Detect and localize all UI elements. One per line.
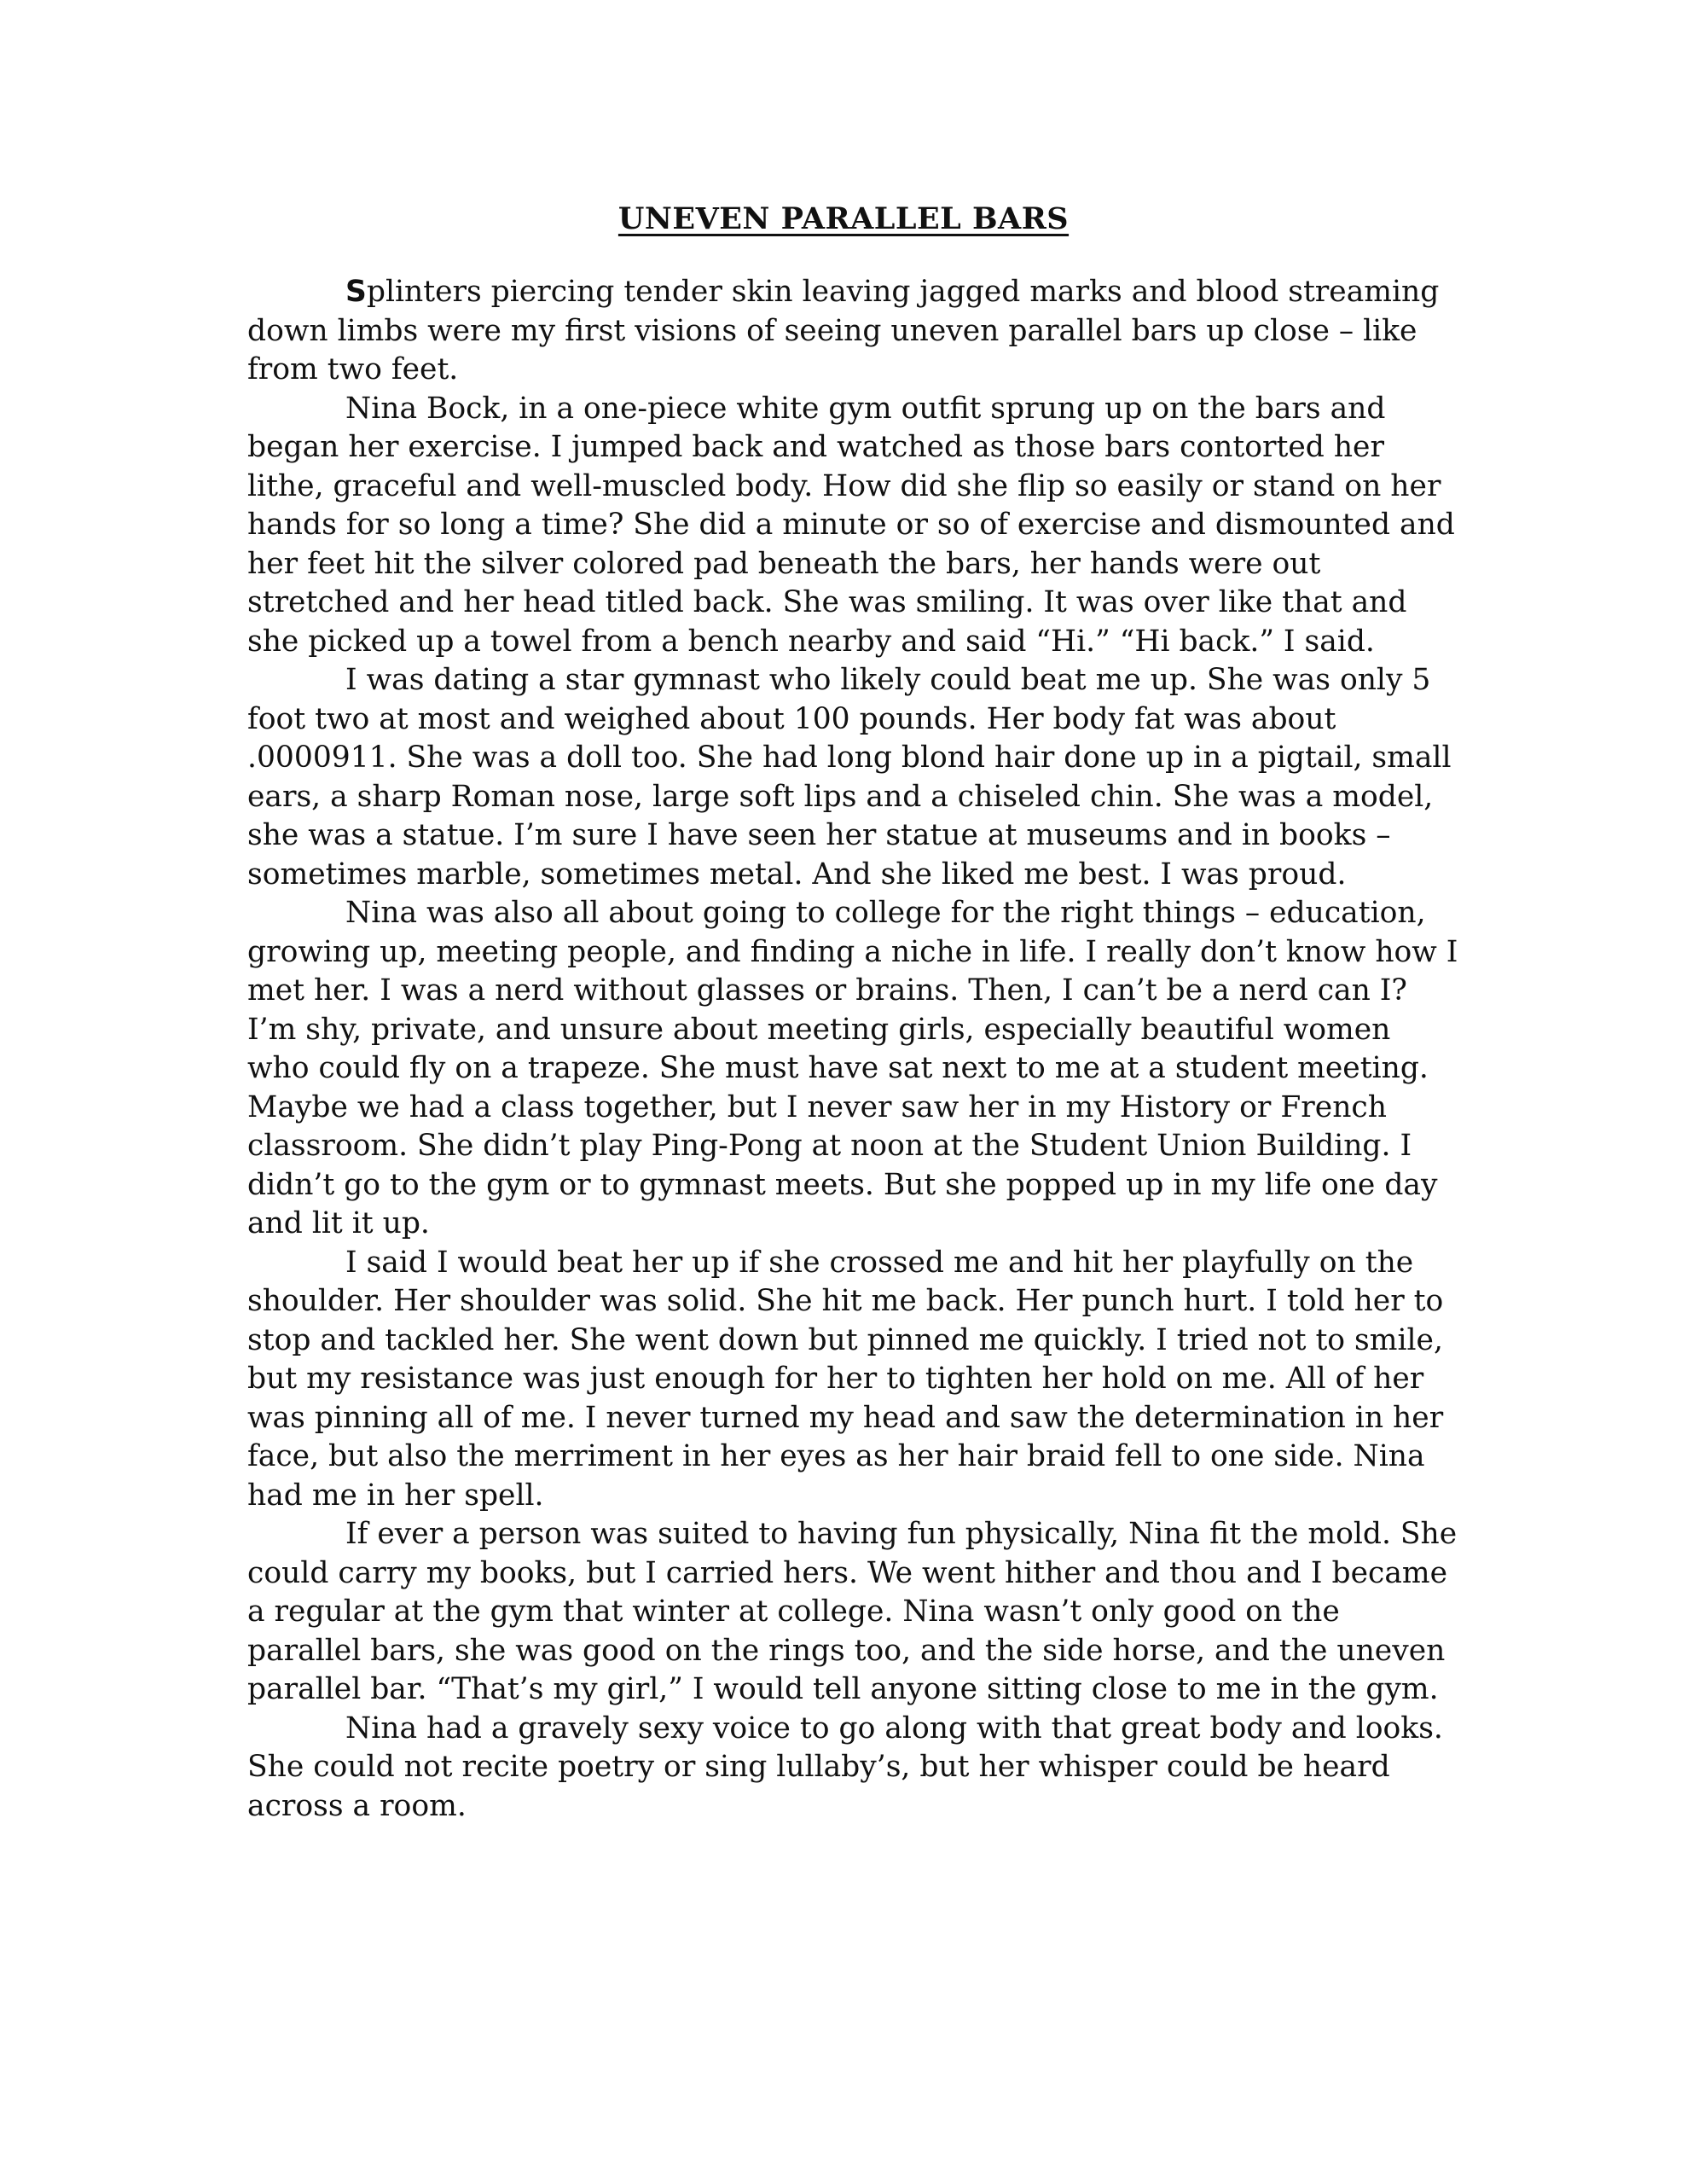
paragraph-5: I said I would beat her up if she crossed me and hit her playfully on the shoulder. Her shoulder was solid. She hit me back. Her punch hurt. I told her to stop and tackled her. She went down but pinned me quickly. I tried not to smile, but my resistance was just enough for her to tighten her hold on me. All of her was pinning all of me. I never turned my head and saw the determination in her face, but also the merriment in her eyes as her hair braid fell to one side. Nina had me in her spell. — [247, 1245, 1444, 1513]
paragraph-6: If ever a person was suited to having fun physically, Nina fit the mold. She could carry my books, but I carried hers. We went hither and thou and I became a regular at the gym that winter at college. Nina wasn’t only good on the parallel bars, she was good on the rings too, and the side horse, and the uneven parallel bar. “That’s my girl,” I would tell anyone sitting close to me in the gym. — [247, 1517, 1458, 1706]
paragraph-7: Nina had a gravely sexy voice to go along with that great body and looks. She could not recite poetry or sing lullaby’s, but her whisper could be heard across a room. — [247, 1711, 1443, 1823]
paragraph-4: Nina was also all about going to college for the right things – education, growing up, meeting people, and finding a niche in life. I really don’t know how I met her. I was a nerd without glasses or brains. Then, I can’t be a nerd can I? I’m shy, private, and unsure about meeting girls, especially beautiful women who could fly on a trapeze. She must have sat next to me at a student meeting. Maybe we had a class together, but I never saw her in my History or French classroom. She didn’t play Ping-Pong at noon at the Student Union Building. I didn’t go to the gym or to gymnast meets. But she popped up in my life one day and lit it up. — [247, 896, 1458, 1240]
paragraph-2: Nina Bock, in a one-piece white gym outfit sprung up on the bars and began her exercise. I jumped back and watched as those bars contorted her lithe, graceful and well-muscled body. How did she flip so easily or stand on her hands for so long a time? She did a minute or so of exercise and dismounted and her feet hit the silver colored pad beneath the bars, her hands were out stretched and her head titled back. She was smiling. It was over like that and she picked up a towel from a bench nearby and said “Hi.” “Hi back.” I said. — [247, 391, 1455, 659]
paragraph-1 — [247, 273, 1458, 390]
document-body — [247, 273, 1458, 1826]
paragraph-3: I was dating a star gymnast who likely could beat me up. She was only 5 foot two at most and weighed about 100 pounds. Her body fat was about .0000911. She was a doll too. She had long blond hair done up in a pigtail, small ears, a sharp Roman nose, large soft lips and a chiseled chin. She was a model, she was a statue. I’m sure I have seen her statue at museums and in books – sometimes marble, sometimes metal. And she liked me best. I was proud. — [247, 663, 1452, 892]
drop-cap-initial: S — [345, 275, 367, 309]
document-title: UNEVEN PARALLEL BARS — [617, 201, 1070, 236]
paragraph-1-text: plinters piercing tender skin leaving jagged marks and blood streaming down limbs were my first visions of seeing uneven parallel bars up close – like from two feet. — [247, 275, 1440, 386]
